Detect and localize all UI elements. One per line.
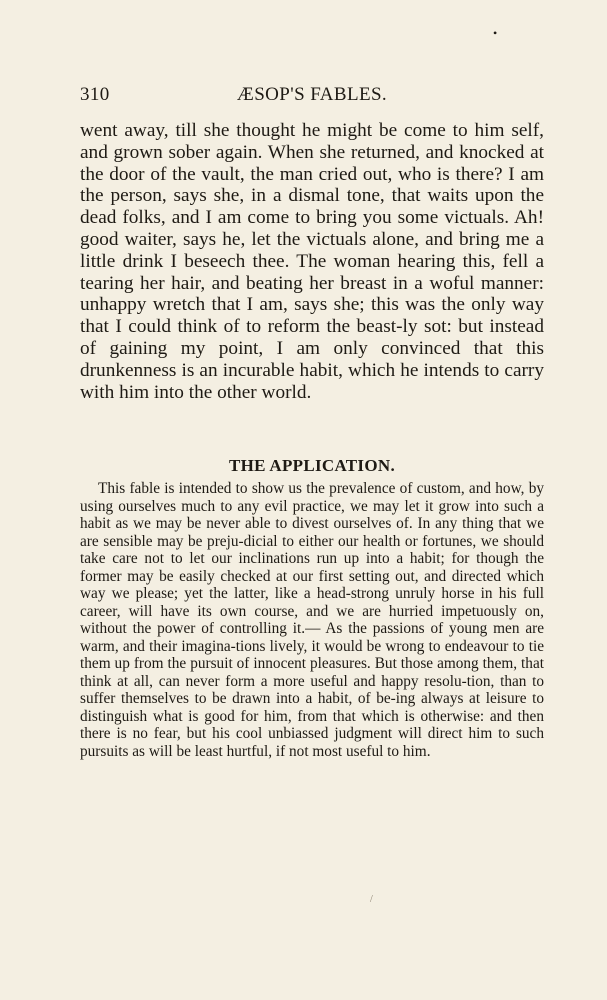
running-title: ÆSOP'S FABLES. xyxy=(236,84,388,105)
fable-body-text: went away, till she thought he might be come to him self, and grown sober again. When she returned, and knocked at the door of the vault, the man cried out, who is there? I am the person, says she, in a dismal tone, that waits upon the dead folks, and I am come to bring you some victuals. Ah! good waiter, says he, let the victuals alone, and bring me a little drink I beseech thee. The woman hearing this, fell a tearing her hair, and beating her breast in a woful manner: unhappy wretch that I am, says she; this was the only way that I could think of to reform the beast-ly sot: but instead of gaining my point, I am only convinced that this drunkenness is an incurable habit, which he intends to carry with him into the other world. xyxy=(80,120,544,403)
application-heading: THE APPLICATION. xyxy=(228,456,395,475)
page-header xyxy=(80,84,544,108)
bottom-mark: / xyxy=(370,894,373,905)
application-text: This fable is intended to show us the prevalence of custom, and how, by using ourselves much to any evil practice, we may let it grow into such a habit as we may be never able to divest ourselves of. In any thing that we are sensible may be preju-dicial to either our health or fortunes, we should take care not to let our inclinations run up into a habit; for though the former may be easily checked at our first setting out, and directed which way we please; yet the latter, like a head-strong unruly horse in his full career, will have its own course, and we are hurried impetuously on, without the power of controlling it.— As the passions of young men are warm, and their imagina-tions lively, it would be wrong to endeavour to tie them up from the pursuit of innocent pleasures. But those among them, that think at all, can never form a more useful and happy resolu-tion, than to suffer themselves to be drawn into a habit, of be-ing always at leisure to distinguish what is good for him, from that which is otherwise: and then there is no fear, but his cool unbiassed judgment will direct him to such pursuits as will be least hurtful, if not most useful to him. xyxy=(80,480,544,760)
top-mark: • xyxy=(493,26,498,40)
page-number: 310 xyxy=(80,84,110,105)
